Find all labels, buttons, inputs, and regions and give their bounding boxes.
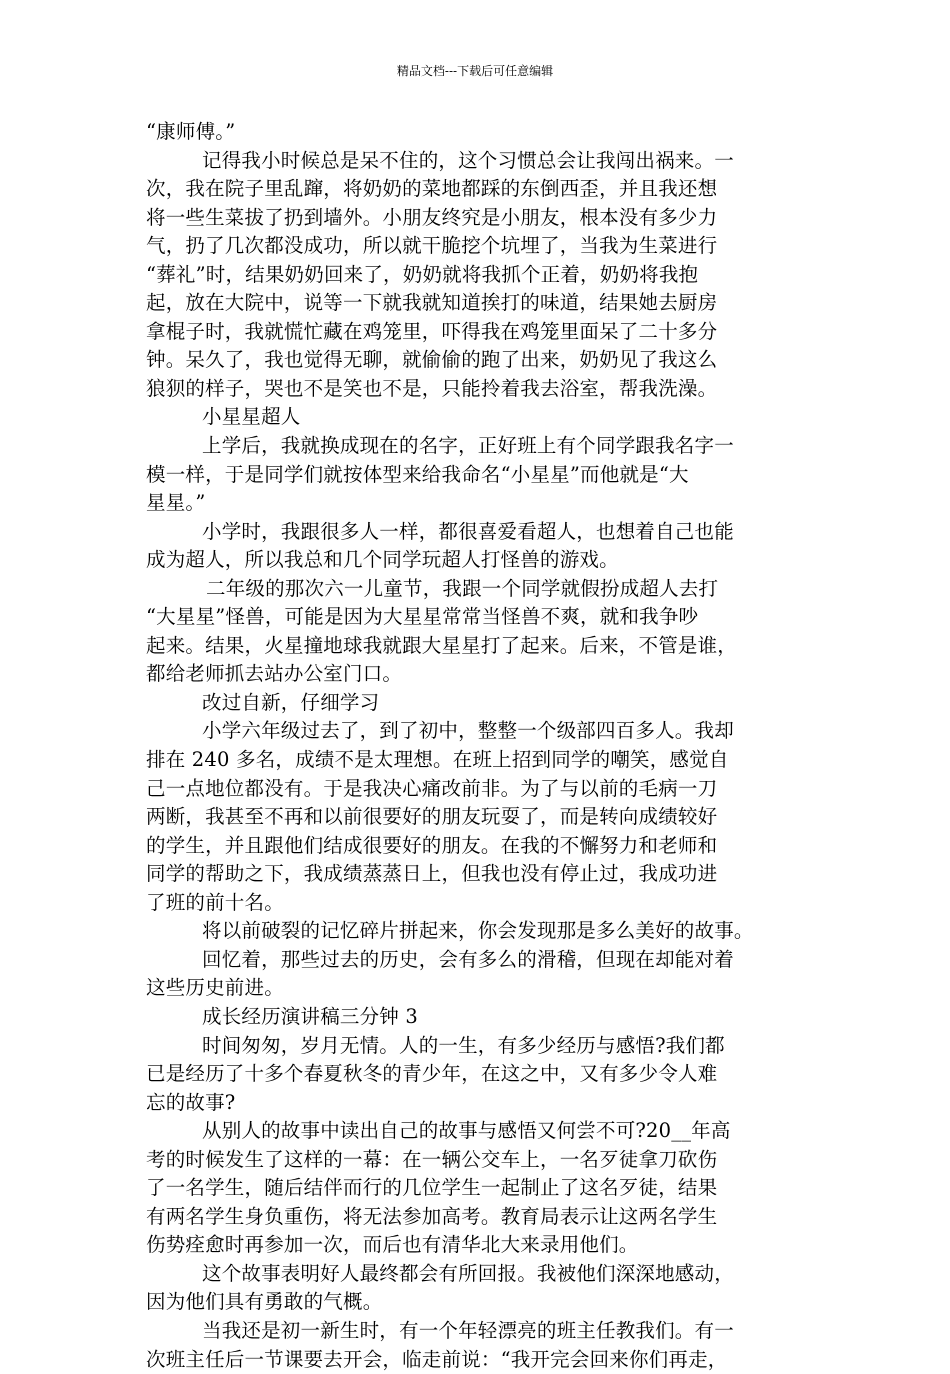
text-line: 小学时，我跟很多人一样，都很喜爱看超人，也想着自己也能 [202,519,734,543]
text-line: 排在 240 多名，成绩不是太理想。在班上招到同学的嘲笑，感觉自 [146,748,729,772]
text-line: 记得我小时候总是呆不住的，这个习惯总会让我闯出祸来。一 [202,148,734,172]
text-line: 小学六年级过去了，到了初中，整整一个级部四百多人。我却 [202,719,734,743]
text-line: 拿棍子时，我就慌忙藏在鸡笼里，吓得我在鸡笼里面呆了二十多分 [146,319,718,343]
text-line: 因为他们具有勇敢的气概。 [146,1290,383,1314]
text-line: 狼狈的样子，哭也不是笑也不是，只能拎着我去浴室，帮我洗澡。 [146,376,718,400]
text-line: 的学生，并且跟他们结成很要好的朋友。在我的不懈努力和老师和 [146,833,718,857]
text-line: 有两名学生身负重伤，将无法参加高考。教育局表示让这两名学生 [146,1204,718,1228]
text-line: 时间匆匆，岁月无情。人的一生，有多少经历与感悟?我们都 [202,1033,725,1057]
text-line: 当我还是初一新生时，有一个年轻漂亮的班主任教我们。有一 [202,1318,734,1342]
text-line: 二年级的那次六一儿童节，我跟一个同学就假扮成超人去打 [206,576,719,600]
page-header: 精品文档---下载后可任意编辑 [396,64,554,78]
text-line: 星星。” [146,491,206,515]
text-line: 考的时候发生了这样的一幕：在一辆公交车上，一名歹徒拿刀砍伤 [146,1147,718,1171]
text-line: 了班的前十名。 [146,890,284,914]
text-line: 已是经历了十多个春夏秋冬的青少年，在这之中，又有多少令人难 [146,1062,718,1086]
text-line: 成为超人，所以我总和几个同学玩超人打怪兽的游戏。 [146,548,619,572]
text-line: 这个故事表明好人最终都会有所回报。我被他们深深地感动， [202,1261,734,1285]
text-line: 同学的帮助之下，我成绩蒸蒸日上，但我也没有停止过，我成功进 [146,862,718,886]
text-line: 这些历史前进。 [146,976,284,1000]
text-line: “康师傅。” [146,120,236,143]
text-line: 模一样，于是同学们就按体型来给我命名“小星星”而他就是“大 [146,462,689,486]
text-line: 都给老师抓去站办公室门口。 [146,662,403,686]
text-line: 两断，我甚至不再和以前很要好的朋友玩耍了，而是转向成绩较好 [146,805,718,829]
text-line: 回忆着，那些过去的历史，会有多么的滑稽，但现在却能对着 [202,947,734,971]
text-line: 气，扔了几次都没成功，所以就干脆挖个坑埋了，当我为生菜进行 [146,234,718,258]
text-line: 钟。呆久了，我也觉得无聊，就偷偷的跑了出来，奶奶见了我这么 [146,348,718,372]
text-line: 上学后，我就换成现在的名字，正好班上有个同学跟我名字一 [202,434,734,458]
text-line: 起来。结果，火星撞地球我就跟大星星打了起来。后来，不管是谁， [146,633,738,657]
document-body [146,118,816,1374]
text-line: 次，我在院子里乱蹿，将奶奶的菜地都踩的东倒西歪，并且我还想 [146,177,718,201]
text-line: 次班主任后一节课要去开会，临走前说：“我开完会回来你们再走， [146,1347,728,1371]
text-line: 了一名学生，随后结伴而行的几位学生一起制止了这名歹徒，结果 [146,1176,718,1200]
text-line: “大星星”怪兽，可能是因为大星星常常当怪兽不爽，就和我争吵 [146,605,699,629]
text-line: 小星星超人 [202,405,301,429]
text-line: 成长经历演讲稿三分钟 3 [202,1004,419,1028]
text-line: 将一些生菜拔了扔到墙外。小朋友终究是小朋友，根本没有多少力 [146,205,718,229]
text-line: 从别人的故事中读出自己的故事与感悟又何尝不可?20__年高 [202,1119,731,1143]
text-line: 己一点地位都没有。于是我决心痛改前非。为了与以前的毛病一刀 [146,776,718,800]
text-line: 伤势痊愈时再参加一次，而后也有清华北大来录用他们。 [146,1233,639,1257]
text-line: 起，放在大院中，说等一下就我就知道挨打的味道，结果她去厨房 [146,291,718,315]
text-line: 将以前破裂的记忆碎片拼起来，你会发现那是多么美好的故事。 [202,919,754,943]
text-line: 忘的故事? [146,1090,236,1114]
text-line: “葬礼”时，结果奶奶回来了，奶奶就将我抓个正着，奶奶将我抱 [146,262,699,286]
text-line: 改过自新，仔细学习 [202,690,380,714]
